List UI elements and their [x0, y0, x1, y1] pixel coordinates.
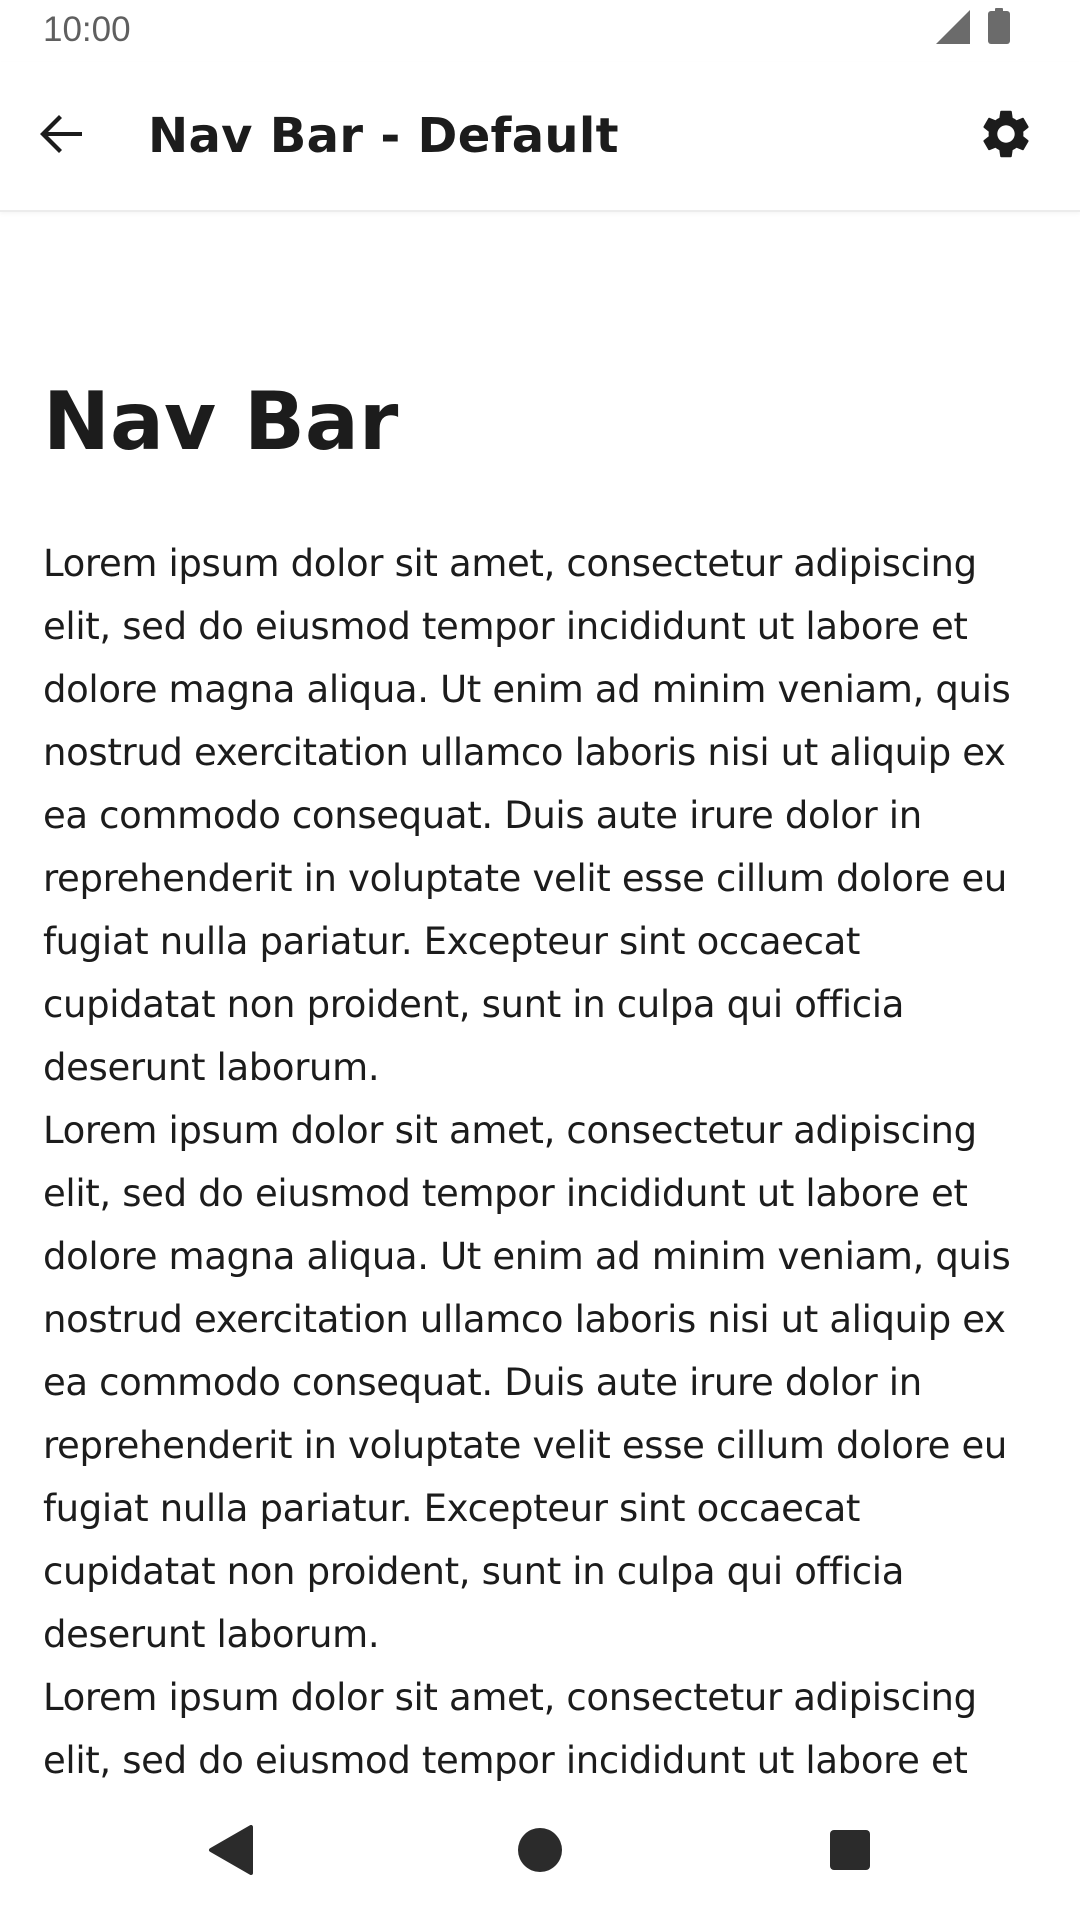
- paragraph: Lorem ipsum dolor sit amet, consectetur adipiscing elit, sed do eiusmod tempor incididunt ut labore et dolore magna aliqua. Ut enim ad minim veniam, quis nostrud exercitation ullamco laboris nisi ut aliquip ex ea commodo consequat. Duis aute irure dolor in reprehenderit in voluptate velit esse cillum dolore eu fugiat nulla pariatur. Excepteur sint occaecat cupidatat non proident, sunt in culpa qui officia deserunt laborum.: [43, 542, 1011, 1089]
- system-nav-bar: [0, 1784, 1080, 1920]
- body-text: [43, 532, 1043, 1784]
- paragraph: Lorem ipsum dolor sit amet, consectetur adipiscing elit, sed do eiusmod tempor incididunt ut labore et: [43, 1676, 977, 1782]
- system-recents-button[interactable]: [810, 1812, 890, 1892]
- circle-home-icon: [517, 1827, 563, 1877]
- settings-button[interactable]: [972, 102, 1040, 170]
- cellular-signal-icon: [936, 10, 970, 48]
- status-bar: [0, 0, 1080, 62]
- app-bar: [0, 62, 1080, 212]
- system-back-button[interactable]: [190, 1812, 270, 1892]
- arrow-back-icon: [38, 110, 86, 162]
- paragraph: Lorem ipsum dolor sit amet, consectetur adipiscing elit, sed do eiusmod tempor incididunt ut labore et dolore magna aliqua. Ut enim ad minim veniam, quis nostrud exercitation ullamco laboris nisi ut aliquip ex ea commodo consequat. Duis aute irure dolor in reprehenderit in voluptate velit esse cillum dolore eu fugiat nulla pariatur. Excepteur sint occaecat cupidatat non proident, sunt in culpa qui officia deserunt laborum.: [43, 1109, 1011, 1656]
- page-title: Nav Bar: [43, 375, 399, 468]
- app-bar-title: Nav Bar - Default: [148, 108, 619, 164]
- gear-icon: [977, 105, 1035, 167]
- square-recents-icon: [829, 1829, 871, 1875]
- triangle-back-icon: [207, 1825, 253, 1879]
- status-time: 10:00: [43, 10, 131, 49]
- back-button[interactable]: [30, 104, 94, 168]
- content-area[interactable]: [43, 372, 1043, 1784]
- system-home-button[interactable]: [500, 1812, 580, 1892]
- battery-icon: [988, 8, 1010, 48]
- status-icons: [936, 14, 1010, 48]
